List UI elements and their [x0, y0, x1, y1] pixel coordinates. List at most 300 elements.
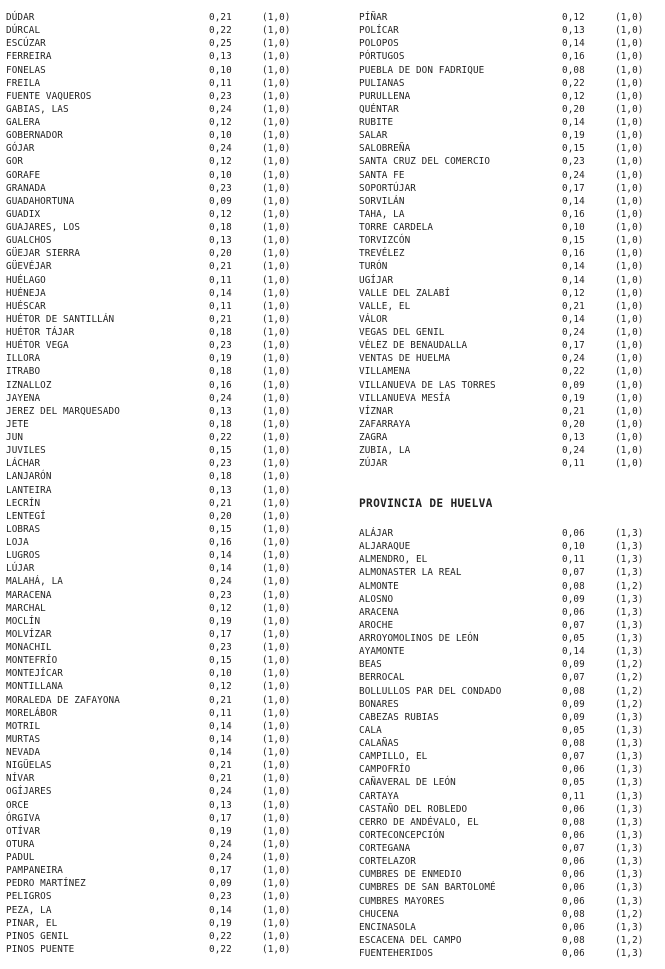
coefficient-value: 0,22 — [209, 943, 232, 955]
municipality-name: LANTEIRA — [6, 484, 52, 496]
coefficient-code: (1,3) — [615, 829, 644, 841]
coefficient-code: (1,0) — [262, 327, 291, 338]
coefficient-value: 0,20 — [209, 248, 232, 260]
municipality-name: MONTEFRÍO — [6, 655, 58, 667]
municipality-name: TORVIZCÓN — [359, 235, 411, 247]
coefficient-value: 0,20 — [209, 510, 232, 522]
municipality-name: JETE — [6, 418, 29, 430]
coefficient-value: 0,20 — [562, 103, 585, 115]
coefficient-value: 0,17 — [562, 182, 585, 194]
coefficient-code: (1,0) — [262, 497, 291, 509]
coefficient-code: (1,0) — [262, 340, 291, 352]
coefficient-value: 0,24 — [209, 143, 232, 155]
coefficient-value: 0,19 — [209, 615, 232, 627]
coefficient-code: (1,0) — [262, 733, 291, 745]
coefficient-value: 0,21 — [209, 497, 232, 509]
coefficient-code: (1,0) — [262, 760, 291, 772]
municipality-name: GOBERNADOR — [6, 130, 63, 142]
municipality-name: HUÉTOR TÁJAR — [6, 327, 75, 338]
coefficient-value: 0,16 — [562, 208, 585, 220]
coefficient-value: 0,10 — [209, 169, 232, 181]
coefficient-value: 0,12 — [209, 117, 232, 128]
coefficient-code: (1,0) — [262, 825, 291, 837]
coefficient-value: 0,10 — [209, 64, 232, 76]
coefficient-code: (1,0) — [615, 261, 644, 273]
municipality-name: MALAHÁ, LA — [6, 576, 63, 588]
coefficient-value: 0,07 — [562, 751, 585, 763]
coefficient-code: (1,0) — [262, 182, 291, 194]
municipality-name: MOLVÍZAR — [6, 628, 52, 640]
coefficient-code: (1,0) — [615, 353, 644, 365]
municipality-name: OGÍJARES — [6, 786, 52, 798]
coefficient-code: (1,3) — [615, 790, 644, 802]
coefficient-value: 0,06 — [562, 948, 585, 959]
coefficient-code: (1,0) — [615, 300, 644, 312]
coefficient-code: (1,0) — [262, 12, 291, 23]
municipality-name: SOPORTÚJAR — [359, 182, 416, 194]
coefficient-code: (1,0) — [262, 418, 291, 430]
coefficient-value: 0,24 — [562, 353, 585, 365]
coefficient-code: (1,3) — [615, 764, 644, 776]
municipality-name: ORCE — [6, 799, 29, 811]
coefficient-code: (1,0) — [262, 812, 291, 824]
municipality-name: CARTAYA — [359, 790, 399, 802]
coefficient-code: (1,0) — [262, 64, 291, 76]
coefficient-code: (1,0) — [262, 484, 291, 496]
coefficient-value: 0,06 — [562, 921, 585, 933]
municipality-name: FUENTE VAQUEROS — [6, 90, 92, 102]
coefficient-value: 0,18 — [209, 366, 232, 378]
coefficient-value: 0,09 — [209, 878, 232, 890]
coefficient-value: 0,17 — [209, 812, 232, 824]
coefficient-code: (1,0) — [615, 418, 644, 430]
municipality-name: LOBRAS — [6, 523, 41, 535]
coefficient-code: (1,0) — [262, 642, 291, 653]
municipality-name: LÁCHAR — [6, 458, 41, 470]
coefficient-value: 0,13 — [209, 799, 232, 811]
coefficient-value: 0,08 — [562, 685, 585, 697]
coefficient-value: 0,15 — [209, 445, 232, 457]
coefficient-code: (1,0) — [262, 773, 291, 785]
coefficient-value: 0,16 — [562, 51, 585, 63]
municipality-name: ZÚJAR — [359, 458, 388, 470]
coefficient-code: (1,0) — [262, 852, 291, 863]
municipality-name: CABEZAS RUBIAS — [359, 711, 439, 723]
municipality-name: MONTEJÍCAR — [6, 668, 63, 680]
coefficient-value: 0,18 — [209, 471, 232, 483]
coefficient-code: (1,0) — [615, 64, 644, 76]
coefficient-code: (1,0) — [262, 917, 291, 929]
coefficient-code: (1,0) — [262, 537, 291, 548]
coefficient-value: 0,13 — [209, 484, 232, 496]
coefficient-value: 0,23 — [209, 642, 232, 653]
municipality-name: ALMONTE — [359, 580, 399, 592]
municipality-name: LECRÍN — [6, 497, 41, 509]
municipality-name: SANTA FE — [359, 169, 405, 181]
coefficient-code: (1,0) — [262, 838, 291, 850]
municipality-name: GRANADA — [6, 182, 46, 194]
municipality-name: ZAGRA — [359, 432, 388, 443]
municipality-name: CUMBRES DE SAN BARTOLOMÉ — [359, 882, 496, 894]
municipality-name: VÍZNAR — [359, 405, 394, 417]
coefficient-code: (1,0) — [615, 287, 644, 299]
municipality-name: HUÉLAGO — [6, 274, 46, 286]
coefficient-value: 0,23 — [209, 340, 232, 352]
coefficient-code: (1,0) — [262, 615, 291, 627]
municipality-name: PEDRO MARTÍNEZ — [6, 878, 86, 890]
coefficient-code: (1,0) — [262, 602, 291, 614]
coefficient-value: 0,19 — [562, 130, 585, 142]
coefficient-value: 0,06 — [562, 606, 585, 618]
coefficient-value: 0,11 — [209, 300, 232, 312]
municipality-name: CUMBRES MAYORES — [359, 895, 445, 907]
coefficient-code: (1,0) — [262, 156, 291, 168]
municipality-name: PELIGROS — [6, 891, 52, 903]
section-title-huelva: PROVINCIA DE HUELVA — [359, 497, 493, 510]
coefficient-value: 0,24 — [209, 392, 232, 404]
coefficient-value: 0,13 — [562, 25, 585, 37]
municipality-name: DÚDAR — [6, 12, 35, 23]
coefficient-code: (1,0) — [262, 943, 291, 955]
municipality-name: OTURA — [6, 838, 35, 850]
municipality-name: FONELAS — [6, 64, 46, 76]
coefficient-code: (1,0) — [262, 576, 291, 588]
municipality-name: JEREZ DEL MARQUESADO — [6, 405, 120, 417]
coefficient-value: 0,23 — [562, 156, 585, 168]
coefficient-value: 0,05 — [562, 633, 585, 644]
coefficient-code: (1,0) — [262, 707, 291, 719]
coefficient-value: 0,14 — [562, 274, 585, 286]
coefficient-value: 0,24 — [562, 327, 585, 338]
coefficient-code: (1,0) — [262, 655, 291, 667]
coefficient-value: 0,14 — [209, 550, 232, 562]
municipality-name: PÓRTUGOS — [359, 51, 405, 63]
municipality-name: TORRE CARDELA — [359, 222, 434, 233]
municipality-name: MORALEDA DE ZAFAYONA — [6, 694, 120, 706]
coefficient-code: (1,0) — [262, 799, 291, 811]
municipality-name: CORTEGANA — [359, 843, 411, 854]
coefficient-code: (1,0) — [262, 458, 291, 470]
municipality-name: VALLE DEL ZALABÍ — [359, 287, 451, 299]
coefficient-code: (1,0) — [262, 694, 291, 706]
coefficient-value: 0,14 — [209, 563, 232, 575]
coefficient-code: (1,0) — [262, 471, 291, 483]
coefficient-code: (1,3) — [615, 567, 644, 579]
coefficient-code: (1,0) — [615, 117, 644, 128]
municipality-name: RUBITE — [359, 117, 394, 128]
municipality-name: PEZA, LA — [6, 904, 52, 916]
municipality-name: VILLANUEVA DE LAS TORRES — [359, 379, 496, 391]
municipality-name: SANTA CRUZ DEL COMERCIO — [359, 156, 491, 168]
municipality-name: CAMPOFRÍO — [359, 764, 411, 776]
municipality-name: QUÉNTAR — [359, 103, 399, 115]
municipality-name: BERROCAL — [359, 672, 405, 684]
coefficient-value: 0,14 — [562, 117, 585, 128]
coefficient-value: 0,21 — [209, 261, 232, 273]
municipality-name: LENTEGÍ — [6, 510, 46, 522]
coefficient-value: 0,19 — [209, 917, 232, 929]
coefficient-value: 0,14 — [209, 287, 232, 299]
coefficient-code: (1,0) — [262, 904, 291, 916]
coefficient-value: 0,12 — [209, 208, 232, 220]
coefficient-value: 0,18 — [209, 222, 232, 233]
municipality-name: HUÉTOR DE SANTILLÁN — [6, 313, 115, 325]
municipality-name: ALOSNO — [359, 593, 394, 605]
coefficient-value: 0,17 — [562, 340, 585, 352]
coefficient-code: (1,3) — [615, 751, 644, 763]
municipality-name: GÓJAR — [6, 143, 35, 155]
coefficient-value: 0,21 — [562, 405, 585, 417]
coefficient-code: (1,0) — [262, 300, 291, 312]
municipality-name: SALAR — [359, 130, 388, 142]
coefficient-code: (1,0) — [615, 392, 644, 404]
coefficient-code: (1,0) — [262, 51, 291, 63]
municipality-name: GUAJARES, LOS — [6, 222, 81, 233]
coefficient-code: (1,0) — [262, 143, 291, 155]
coefficient-code: (1,0) — [615, 208, 644, 220]
municipality-name: PUEBLA DE DON FADRIQUE — [359, 64, 485, 76]
coefficient-code: (1,0) — [262, 445, 291, 457]
coefficient-code: (1,0) — [615, 274, 644, 286]
municipality-name: FREILA — [6, 77, 41, 89]
coefficient-code: (1,0) — [262, 130, 291, 142]
coefficient-value: 0,14 — [562, 38, 585, 50]
coefficient-value: 0,15 — [209, 655, 232, 667]
municipality-name: JUVILES — [6, 445, 46, 457]
coefficient-code: (1,0) — [615, 130, 644, 142]
coefficient-code: (1,0) — [615, 143, 644, 155]
coefficient-value: 0,11 — [209, 707, 232, 719]
coefficient-code: (1,3) — [615, 843, 644, 854]
coefficient-code: (1,0) — [615, 51, 644, 63]
coefficient-code: (1,3) — [615, 593, 644, 605]
municipality-name: TURÓN — [359, 261, 388, 273]
coefficient-value: 0,13 — [209, 51, 232, 63]
coefficient-value: 0,23 — [209, 458, 232, 470]
municipality-name: ESCACENA DEL CAMPO — [359, 934, 462, 946]
coefficient-value: 0,07 — [562, 619, 585, 631]
municipality-name: CHUCENA — [359, 908, 399, 920]
coefficient-code: (1,0) — [262, 432, 291, 443]
coefficient-value: 0,18 — [209, 327, 232, 338]
municipality-name: ALMENDRO, EL — [359, 554, 428, 566]
municipality-name: CASTAÑO DEL ROBLEDO — [359, 803, 468, 815]
coefficient-code: (1,3) — [615, 882, 644, 894]
municipality-name: CORTECONCEPCIÓN — [359, 829, 445, 841]
coefficient-code: (1,0) — [262, 720, 291, 732]
municipality-name: LUGROS — [6, 550, 41, 562]
municipality-name: CORTELAZOR — [359, 856, 416, 868]
coefficient-value: 0,24 — [209, 838, 232, 850]
coefficient-value: 0,24 — [209, 786, 232, 798]
municipality-name: PÍÑAR — [359, 12, 388, 23]
municipality-name: ALÁJAR — [359, 528, 394, 539]
municipality-name: GÜEVÉJAR — [6, 261, 52, 273]
coefficient-code: (1,3) — [615, 646, 644, 658]
coefficient-value: 0,07 — [562, 567, 585, 579]
coefficient-code: (1,0) — [262, 747, 291, 758]
coefficient-value: 0,08 — [562, 816, 585, 828]
coefficient-value: 0,20 — [562, 418, 585, 430]
municipality-name: MARCHAL — [6, 602, 46, 614]
coefficient-value: 0,06 — [562, 869, 585, 881]
municipality-name: UGÍJAR — [359, 274, 394, 286]
coefficient-code: (1,0) — [262, 353, 291, 365]
municipality-name: MURTAS — [6, 733, 41, 745]
coefficient-value: 0,21 — [209, 773, 232, 785]
coefficient-code: (1,3) — [615, 724, 644, 736]
coefficient-code: (1,3) — [615, 711, 644, 723]
coefficient-code: (1,0) — [615, 340, 644, 352]
coefficient-code: (1,0) — [262, 628, 291, 640]
municipality-name: OTÍVAR — [6, 825, 41, 837]
municipality-name: VALLE, EL — [359, 300, 411, 312]
coefficient-code: (1,0) — [262, 90, 291, 102]
coefficient-value: 0,09 — [562, 659, 585, 671]
coefficient-code: (1,0) — [262, 103, 291, 115]
coefficient-code: (1,0) — [262, 523, 291, 535]
coefficient-code: (1,3) — [615, 554, 644, 566]
coefficient-value: 0,19 — [209, 825, 232, 837]
municipality-name: ARACENA — [359, 606, 399, 618]
municipality-name: VILLANUEVA MESÍA — [359, 392, 451, 404]
coefficient-code: (1,0) — [262, 77, 291, 89]
municipality-name: ILLORA — [6, 353, 41, 365]
coefficient-code: (1,0) — [615, 327, 644, 338]
coefficient-code: (1,0) — [615, 405, 644, 417]
coefficient-value: 0,14 — [209, 720, 232, 732]
municipality-name: POLÍCAR — [359, 25, 399, 37]
municipality-name: SALOBREÑA — [359, 143, 411, 155]
municipality-name: PINOS GENIL — [6, 930, 69, 942]
coefficient-value: 0,05 — [562, 724, 585, 736]
coefficient-value: 0,14 — [562, 646, 585, 658]
municipality-name: HUÉSCAR — [6, 300, 46, 312]
municipality-name: BEAS — [359, 659, 382, 671]
coefficient-code: (1,0) — [615, 38, 644, 50]
coefficient-code: (1,0) — [262, 195, 291, 207]
municipality-name: PADUL — [6, 852, 35, 863]
coefficient-value: 0,12 — [562, 90, 585, 102]
municipality-name: GORAFE — [6, 169, 41, 181]
coefficient-code: (1,0) — [262, 865, 291, 877]
coefficient-value: 0,21 — [209, 12, 232, 23]
municipality-name: ALJARAQUE — [359, 541, 411, 553]
municipality-name: MARACENA — [6, 589, 52, 601]
coefficient-code: (1,0) — [262, 405, 291, 417]
coefficient-value: 0,08 — [562, 580, 585, 592]
coefficient-code: (1,2) — [615, 685, 644, 697]
coefficient-code: (1,3) — [615, 869, 644, 881]
municipality-name: ENCINASOLA — [359, 921, 416, 933]
coefficient-value: 0,06 — [562, 895, 585, 907]
municipality-name: ITRABO — [6, 366, 41, 378]
municipality-name: NIGÜELAS — [6, 760, 52, 772]
coefficient-code: (1,0) — [262, 510, 291, 522]
coefficient-value: 0,13 — [209, 405, 232, 417]
coefficient-code: (1,3) — [615, 895, 644, 907]
coefficient-code: (1,0) — [262, 287, 291, 299]
municipality-name: CALA — [359, 724, 382, 736]
municipality-name: GUADAHORTUNA — [6, 195, 75, 207]
coefficient-code: (1,0) — [615, 248, 644, 260]
coefficient-value: 0,23 — [209, 589, 232, 601]
municipality-name: ARROYOMOLINOS DE LEÓN — [359, 633, 479, 644]
coefficient-value: 0,21 — [209, 694, 232, 706]
coefficient-code: (1,2) — [615, 659, 644, 671]
municipality-name: IZNALLOZ — [6, 379, 52, 391]
municipality-name: BONARES — [359, 698, 399, 710]
coefficient-code: (1,0) — [262, 878, 291, 890]
municipality-name: GABIAS, LAS — [6, 103, 69, 115]
municipality-name: PINOS PUENTE — [6, 943, 75, 955]
coefficient-value: 0,16 — [562, 248, 585, 260]
coefficient-code: (1,0) — [262, 169, 291, 181]
coefficient-code: (1,2) — [615, 580, 644, 592]
coefficient-value: 0,24 — [562, 445, 585, 457]
municipality-name: DÚRCAL — [6, 25, 41, 37]
coefficient-code: (1,0) — [615, 458, 644, 470]
coefficient-value: 0,14 — [209, 904, 232, 916]
coefficient-code: (1,0) — [615, 103, 644, 115]
coefficient-code: (1,0) — [262, 366, 291, 378]
coefficient-value: 0,06 — [562, 764, 585, 776]
coefficient-value: 0,17 — [209, 628, 232, 640]
coefficient-value: 0,07 — [562, 672, 585, 684]
municipality-name: PAMPANEIRA — [6, 865, 63, 877]
coefficient-code: (1,0) — [262, 235, 291, 247]
coefficient-value: 0,16 — [209, 537, 232, 548]
municipality-name: CERRO DE ANDÉVALO, EL — [359, 816, 479, 828]
coefficient-value: 0,15 — [562, 235, 585, 247]
municipality-name: GALERA — [6, 117, 41, 128]
coefficient-code: (1,3) — [615, 541, 644, 553]
municipality-name: NÍVAR — [6, 773, 35, 785]
coefficient-value: 0,21 — [209, 313, 232, 325]
coefficient-code: (1,3) — [615, 619, 644, 631]
coefficient-value: 0,16 — [209, 379, 232, 391]
coefficient-code: (1,0) — [262, 261, 291, 273]
municipality-name: LOJA — [6, 537, 29, 548]
municipality-name: ZUBIA, LA — [359, 445, 411, 457]
coefficient-value: 0,24 — [562, 169, 585, 181]
municipality-name: CAMPILLO, EL — [359, 751, 428, 763]
coefficient-code: (1,0) — [615, 313, 644, 325]
municipality-name: GOR — [6, 156, 24, 168]
coefficient-value: 0,11 — [562, 554, 585, 566]
municipality-name: MOCLÍN — [6, 615, 41, 627]
coefficient-value: 0,15 — [562, 143, 585, 155]
municipality-name: FUENTEHERIDOS — [359, 948, 434, 959]
coefficient-code: (1,3) — [615, 816, 644, 828]
coefficient-value: 0,23 — [209, 891, 232, 903]
coefficient-value: 0,19 — [562, 392, 585, 404]
coefficient-code: (1,2) — [615, 908, 644, 920]
coefficient-code: (1,2) — [615, 672, 644, 684]
coefficient-value: 0,06 — [562, 803, 585, 815]
coefficient-value: 0,13 — [562, 432, 585, 443]
coefficient-value: 0,18 — [209, 418, 232, 430]
coefficient-code: (1,0) — [615, 432, 644, 443]
coefficient-value: 0,22 — [562, 366, 585, 378]
coefficient-value: 0,06 — [562, 829, 585, 841]
municipality-name: GUALCHOS — [6, 235, 52, 247]
coefficient-value: 0,22 — [209, 930, 232, 942]
coefficient-value: 0,09 — [209, 195, 232, 207]
coefficient-value: 0,08 — [562, 64, 585, 76]
coefficient-value: 0,06 — [562, 528, 585, 539]
coefficient-value: 0,10 — [562, 541, 585, 553]
